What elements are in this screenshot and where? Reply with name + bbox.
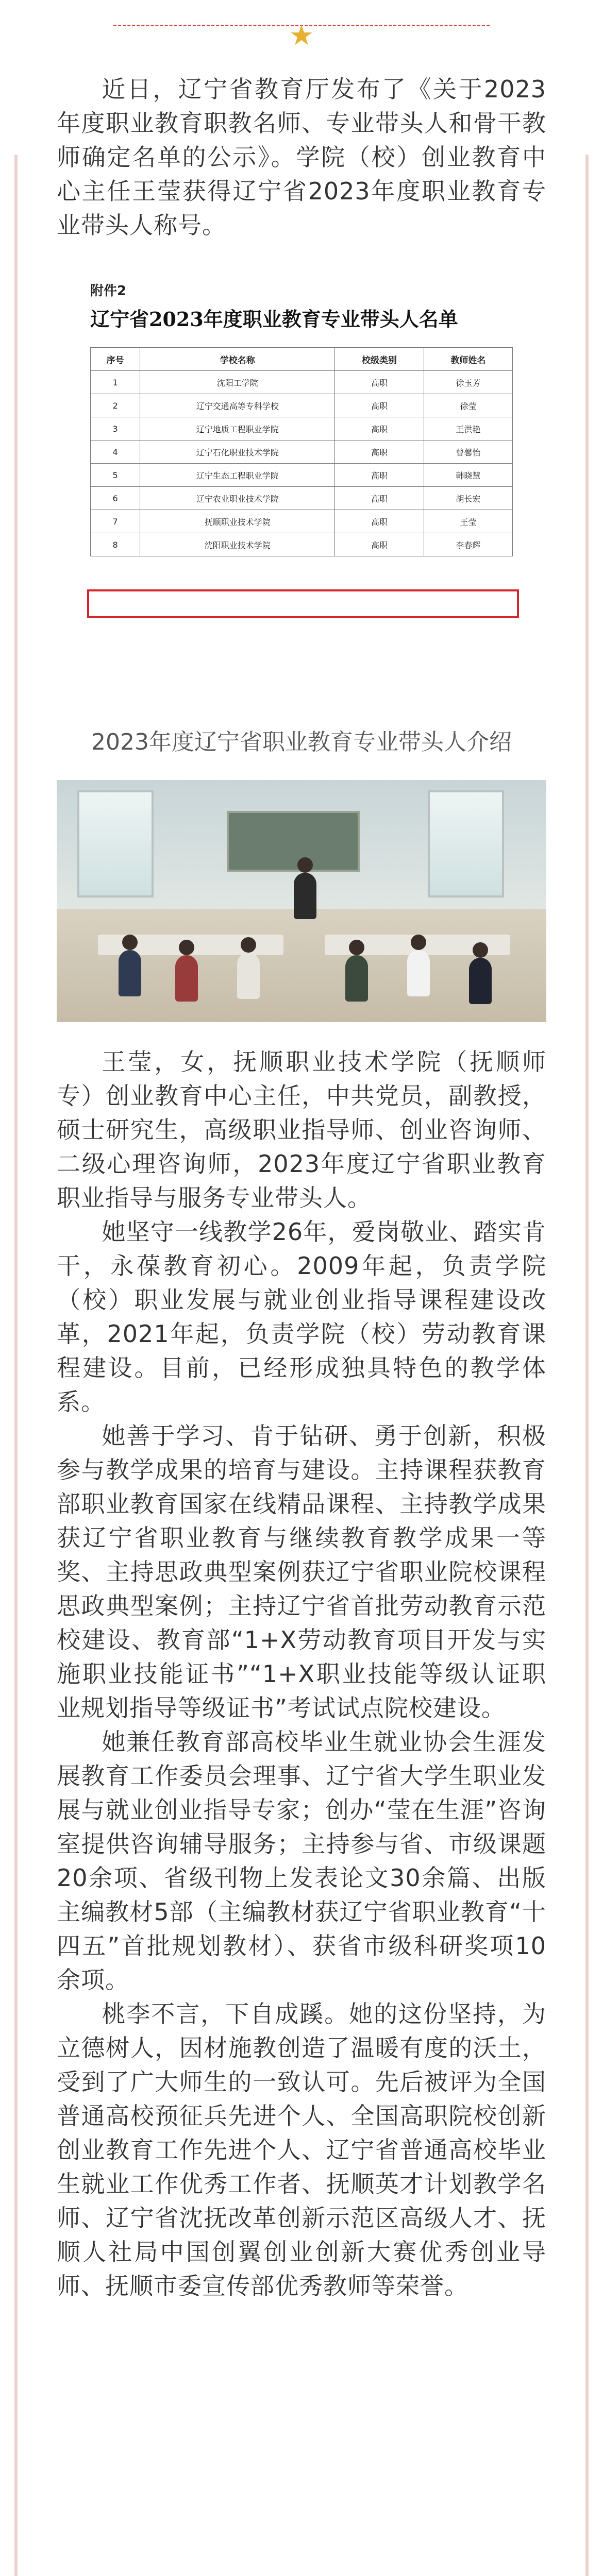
star-icon: ★ [289, 19, 314, 52]
doc-table-cell: 辽宁农业职业技术学院 [140, 487, 335, 510]
bio-paragraph: 她兼任教育部高校毕业生就业协会生涯发展教育工作委员会理事、辽宁省大学生职业发展与就业创业指导专家；创办“莹在生涯”咨询室提供咨询辅导服务；主持参与省、市级课题20余项、省级刊物上发表论文30余篇、出版主编教材5部（主编教材获辽宁省职业教育“十四五”首批规划教材）、获省市级科研奖项10余项。 [57, 1728, 546, 1994]
page-frame-right [585, 155, 589, 2576]
doc-table-row [91, 371, 513, 394]
doc-table-cell: 沈阳职业技术学院 [140, 533, 335, 556]
doc-table-cell: 高职 [335, 394, 424, 417]
doc-table-cell: 辽宁生态工程职业学院 [140, 464, 335, 487]
doc-annex-label: 附件2 [90, 283, 127, 299]
bio-paragraph: 桃李不言，下自成蹊。她的这份坚持，为立德树人，因材施教创造了温暖有度的沃土，受到了广大师生的一致认可。先后被评为全国普通高校预征兵先进个人、全国高职院校创新创业教育工作先进个人、辽宁省普通高校毕业生就业工作优秀工作者、抚顺英才计划教学名师、辽宁省沈抚改革创新示范区高级人才、抚顺人社局中国创翼创业创新大赛优秀创业导师、抚顺市委宣传部优秀教师等荣誉。 [57, 2000, 546, 2300]
doc-table-cell: 3 [91, 417, 140, 440]
bio-section [57, 1045, 546, 2303]
page-frame-left [14, 155, 18, 2576]
doc-table-cell: 8 [91, 533, 140, 556]
doc-table-header-row [91, 348, 513, 371]
doc-table [90, 347, 513, 556]
doc-table-cell: 王莹 [424, 510, 512, 533]
highlight-box [87, 589, 519, 618]
doc-table-row [91, 394, 513, 417]
bio-paragraph: 王莹，女，抚顺职业技术学院（抚顺师专）创业教育中心主任，中共党员，副教授，硕士研究生，高级职业指导师、创业咨询师、二级心理咨询师，2023年度辽宁省职业教育职业指导与服务专业带头人。 [57, 1048, 546, 1212]
doc-table-row [91, 440, 513, 464]
classroom-photo [57, 780, 546, 1022]
doc-table-cell: 高职 [335, 371, 424, 394]
doc-table-cell: 6 [91, 487, 140, 510]
doc-table-cell: 辽宁交通高等专科学校 [140, 394, 335, 417]
doc-table-cell: 高职 [335, 487, 424, 510]
doc-table-row [91, 510, 513, 533]
doc-table-cell: 高职 [335, 464, 424, 487]
doc-table-row [91, 533, 513, 556]
doc-table-cell: 韩晓慧 [424, 464, 512, 487]
doc-table-cell: 高职 [335, 440, 424, 464]
doc-table-cell: 王洪艳 [424, 417, 512, 440]
doc-title: 辽宁省2023年度职业教育专业带头人名单 [90, 308, 458, 331]
doc-table-cell: 2 [91, 394, 140, 417]
doc-table-cell: 徐玉芳 [424, 371, 512, 394]
doc-table-cell: 7 [91, 510, 140, 533]
doc-table-cell: 李春辉 [424, 533, 512, 556]
image-caption: 2023年度辽宁省职业教育专业带头人介绍 [91, 729, 512, 755]
doc-table-cell: 抚顺职业技术学院 [140, 510, 335, 533]
article-body [57, 72, 546, 2303]
doc-table-cell: 徐莹 [424, 394, 512, 417]
intro-paragraph: 近日，辽宁省教育厅发布了《关于2023年度职业教育职教名师、专业带头人和骨干教师确定名单的公示》。学院（校）创业教育中心主任王莹获得辽宁省2023年度职业教育专业带头人称号。 [57, 75, 546, 239]
doc-table-row [91, 417, 513, 440]
doc-table-header: 教师姓名 [424, 348, 512, 371]
doc-table-cell: 1 [91, 371, 140, 394]
doc-table-cell: 高职 [335, 417, 424, 440]
bio-paragraph: 她善于学习、肯于钻研、勇于创新，积极参与教学成果的培育与建设。主持课程获教育部职业教育国家在线精品课程、主持教学成果获辽宁省职业教育与继续教育教学成果一等奖、主持思政典型案例获辽宁省职业院校课程思政典型案例；主持辽宁省首批劳动教育示范校建设、教育部“1+X劳动教育项目开发与实施职业技能证书”“1+X职业技能等级认证职业规划指导等级证书”考试试点院校建设。 [57, 1422, 546, 1722]
bio-paragraph: 她坚守一线教学26年，爱岗敬业、踏实肯干，永葆教育初心。2009年起，负责学院（校）职业发展与就业创业指导课程建设改革，2021年起，负责学院（校）劳动教育课程建设。目前，已经形成独具特色的教学体系。 [57, 1218, 546, 1416]
doc-table-cell: 高职 [335, 533, 424, 556]
doc-table-cell: 4 [91, 440, 140, 464]
doc-table-header: 校级类别 [335, 348, 424, 371]
doc-table-cell: 辽宁地质工程职业学院 [140, 417, 335, 440]
doc-table-row [91, 487, 513, 510]
doc-table-cell: 5 [91, 464, 140, 487]
doc-table-cell: 曾馨怡 [424, 440, 512, 464]
doc-table-cell: 辽宁石化职业技术学院 [140, 440, 335, 464]
doc-table-cell: 胡长宏 [424, 487, 512, 510]
doc-table-row [91, 464, 513, 487]
doc-table-header: 学校名称 [140, 348, 335, 371]
document-image [80, 265, 523, 708]
doc-table-header: 序号 [91, 348, 140, 371]
doc-table-cell: 沈阳工学院 [140, 371, 335, 394]
doc-table-cell: 高职 [335, 510, 424, 533]
